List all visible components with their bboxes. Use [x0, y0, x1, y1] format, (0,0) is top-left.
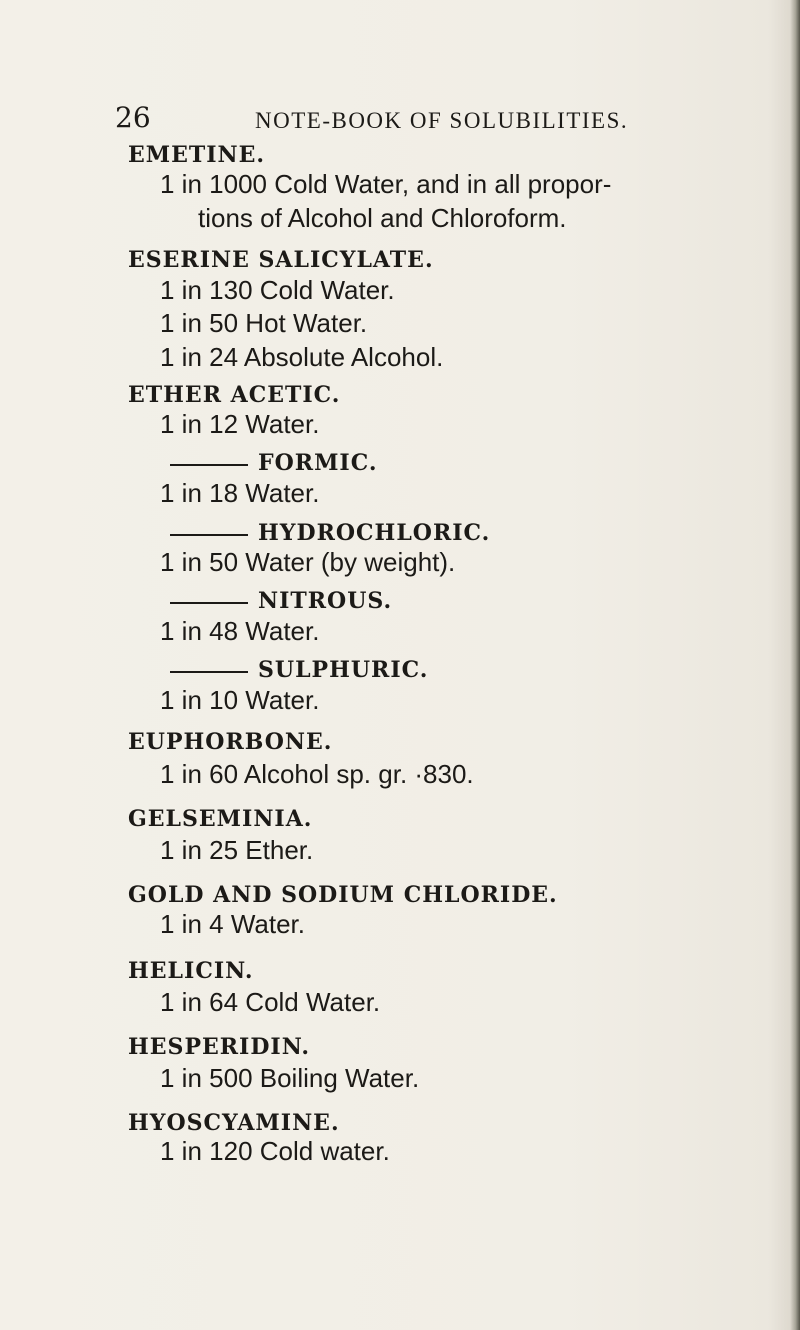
entry-heading: EUPHORBONE.: [128, 729, 333, 755]
entry-line: 1 in 120 Cold water.: [160, 1136, 390, 1166]
ditto-dash: [170, 602, 248, 604]
ditto-dash: [170, 534, 248, 536]
entry-heading: HYDROCHLORIC.: [258, 520, 491, 546]
entry-heading: EMETINE.: [128, 142, 266, 168]
entry-heading: ESERINE SALICYLATE.: [128, 247, 434, 273]
ditto-dash: [170, 464, 248, 466]
entry-heading: HESPERIDIN.: [128, 1034, 311, 1060]
entry-line: 1 in 18 Water.: [160, 478, 320, 508]
entry-heading: GOLD AND SODIUM CHLORIDE.: [128, 882, 558, 908]
running-title: NOTE-BOOK OF SOLUBILITIES.: [255, 108, 629, 133]
entry-line: 1 in 64 Cold Water.: [160, 987, 381, 1017]
entry-line: 1 in 1000 Cold Water, and in all propor-: [160, 169, 612, 199]
entry-heading: FORMIC.: [258, 450, 378, 476]
entry-line: 1 in 48 Water.: [160, 616, 320, 646]
entry-line: 1 in 60 Alcohol sp. gr. ·830.: [160, 759, 474, 789]
entry-heading: ETHER ACETIC.: [128, 382, 341, 408]
entry-line: 1 in 50 Hot Water.: [160, 308, 368, 338]
entry-line: 1 in 130 Cold Water.: [160, 275, 395, 305]
entry-line: 1 in 4 Water.: [160, 909, 305, 939]
entry-line: 1 in 500 Boiling Water.: [160, 1063, 420, 1093]
entry-heading: GELSEMINIA.: [128, 806, 313, 832]
entry-line: 1 in 50 Water (by weight).: [160, 547, 456, 577]
entry-heading: NITROUS.: [258, 588, 393, 614]
entry-heading: HELICIN.: [128, 958, 254, 984]
entry-line: 1 in 25 Ether.: [160, 835, 314, 865]
entry-heading: HYOSCYAMINE.: [128, 1110, 340, 1136]
page-header: [0, 101, 800, 141]
entry-line: tions of Alcohol and Chloroform.: [198, 203, 567, 233]
entry-line: 1 in 24 Absolute Alcohol.: [160, 342, 444, 372]
ditto-dash: [170, 671, 248, 673]
page-number: 26: [115, 101, 151, 134]
page-edge-shadow: [790, 0, 800, 1330]
entry-line: 1 in 10 Water.: [160, 685, 320, 715]
entry-line: 1 in 12 Water.: [160, 409, 320, 439]
entry-heading: SULPHURIC.: [258, 657, 429, 683]
